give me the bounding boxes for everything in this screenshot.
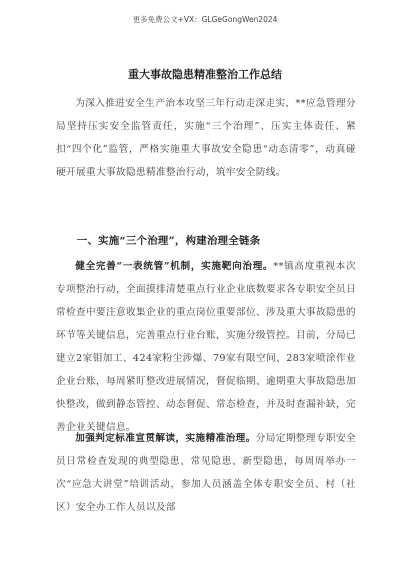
paragraph-one-table [56, 255, 356, 439]
paragraph-lead: 健全完善“一表统管”机制，实施靶向治理。 [75, 261, 274, 272]
paragraph-body: **镇高度重视本次专项整治行动，全面摸排清楚重点行业企业底数要求各专职安全员日常检查中要注意收集企业的重点岗位重要部位、涉及重大事故隐患的环节等关键信息，完善重点行业台账，实施分级管控。目前，分局已建立2家钼加工、424家粉尘涉爆、79家有限空间、283家喷涂作业企业台账，每周紧盯整改进展情况，督促临期、逾期重大事故隐患加快整改，做到静态管控、动态督促、常态检查，并及时查漏补缺，完善企业关键信息。 [56, 261, 356, 433]
document-title: 重大事故隐患精准整治工作总结 [128, 68, 282, 81]
paragraph-standards [56, 427, 356, 519]
paragraph-lead: 加强判定标准宣贯解读，实施精准治理。 [75, 433, 256, 444]
watermark-text: 更多免费公文+VX：GLGeGongWen2024 [132, 15, 278, 24]
paragraph-body: 分局定期整理专职安全员日常检查发现的典型隐患、常见隐患、新型隐患，每周周举办一次“应急大讲堂”培训活动，参加人员涵盖全体专职安全员、村（社区）安全办工作人员以及部 [56, 433, 356, 513]
section-heading-1: 一、实施“三个治理”，构建治理全链条 [76, 235, 261, 247]
intro-paragraph: 为深入推进安全生产治本攻坚三年行动走深走实，**应急管理分局坚持压实安全监管责任，实施“三个治理”、压实主体责任、紧扣“四个化”监管，严格实施重大事故安全隐患“动态清零”，动真碰硬开展重大事故隐患精准整治行动，筑牢安全防线。 [56, 98, 356, 178]
